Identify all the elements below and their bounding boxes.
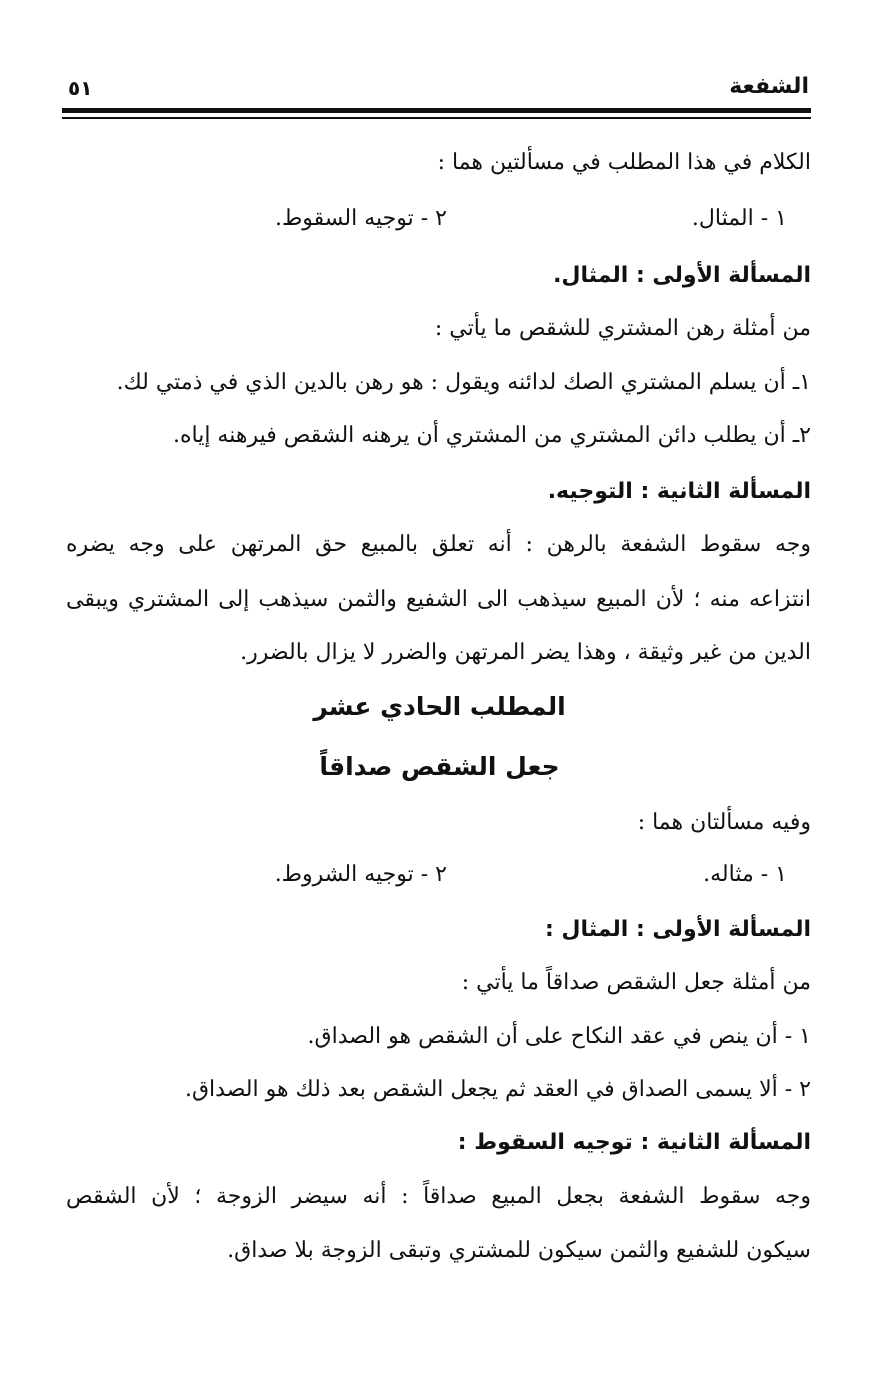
section-subtitle: جعل الشقص صداقاً [319, 752, 560, 781]
q2-line-2: انتزاعه منه ؛ لأن المبيع سيذهب الى الشفيع والثمن سيذهب إلى المشتري ويبقى [66, 587, 811, 612]
enum-2-item-1: ١ - مثاله. [703, 862, 787, 887]
header-rule-thin [62, 117, 811, 119]
q1-heading: المسألة الأولى : المثال. [553, 263, 811, 288]
running-title: الشفعة [729, 74, 809, 99]
q3-heading: المسألة الأولى : المثال : [544, 917, 811, 942]
q3-intro: من أمثلة جعل الشقص صداقاً ما يأتي : [461, 970, 811, 995]
intro-paragraph: الكلام في هذا المطلب في مسألتين هما : [437, 150, 811, 175]
page-number: ٥١ [68, 76, 93, 100]
q3-item-1: ١ - أن ينص في عقد النكاح على أن الشقص هو الصداق. [307, 1024, 811, 1049]
section-title: المطلب الحادي عشر [313, 692, 566, 721]
enum-item-2: ٢ - توجيه السقوط. [274, 206, 447, 231]
q3-item-2: ٢ - ألا يسمى الصداق في العقد ثم يجعل الشقص بعد ذلك هو الصداق. [184, 1077, 811, 1102]
q4-heading: المسألة الثانية : توجيه السقوط : [457, 1130, 811, 1155]
enum-2-item-2: ٢ - توجيه الشروط. [274, 862, 447, 887]
q2-heading: المسألة الثانية : التوجيه. [547, 479, 811, 504]
q1-intro: من أمثلة رهن المشتري للشقص ما يأتي : [434, 316, 811, 341]
header-rule-thick [62, 108, 811, 113]
q1-item-2: ٢ـ أن يطلب دائن المشتري من المشتري أن يرهنه الشقص فيرهنه إياه. [172, 423, 811, 448]
q4-line-2: سيكون للشفيع والثمن سيكون للمشتري وتبقى الزوجة بلا صداق. [227, 1238, 811, 1263]
intro-paragraph-2: وفيه مسألتان هما : [637, 810, 811, 835]
enum-item-1: ١ - المثال. [691, 206, 787, 231]
q1-item-1: ١ـ أن يسلم المشتري الصك لدائنه ويقول : هو رهن بالدين الذي في ذمتي لك. [116, 370, 811, 395]
q4-line-1: وجه سقوط الشفعة بجعل المبيع صداقاً : أنه سيضر الزوجة ؛ لأن الشقص [66, 1184, 811, 1209]
q2-line-3: الدين من غير وثيقة ، وهذا يضر المرتهن والضرر لا يزال بالضرر. [240, 640, 811, 665]
q2-line-1: وجه سقوط الشفعة بالرهن : أنه تعلق بالمبيع حق المرتهن على وجه يضره [66, 532, 811, 557]
